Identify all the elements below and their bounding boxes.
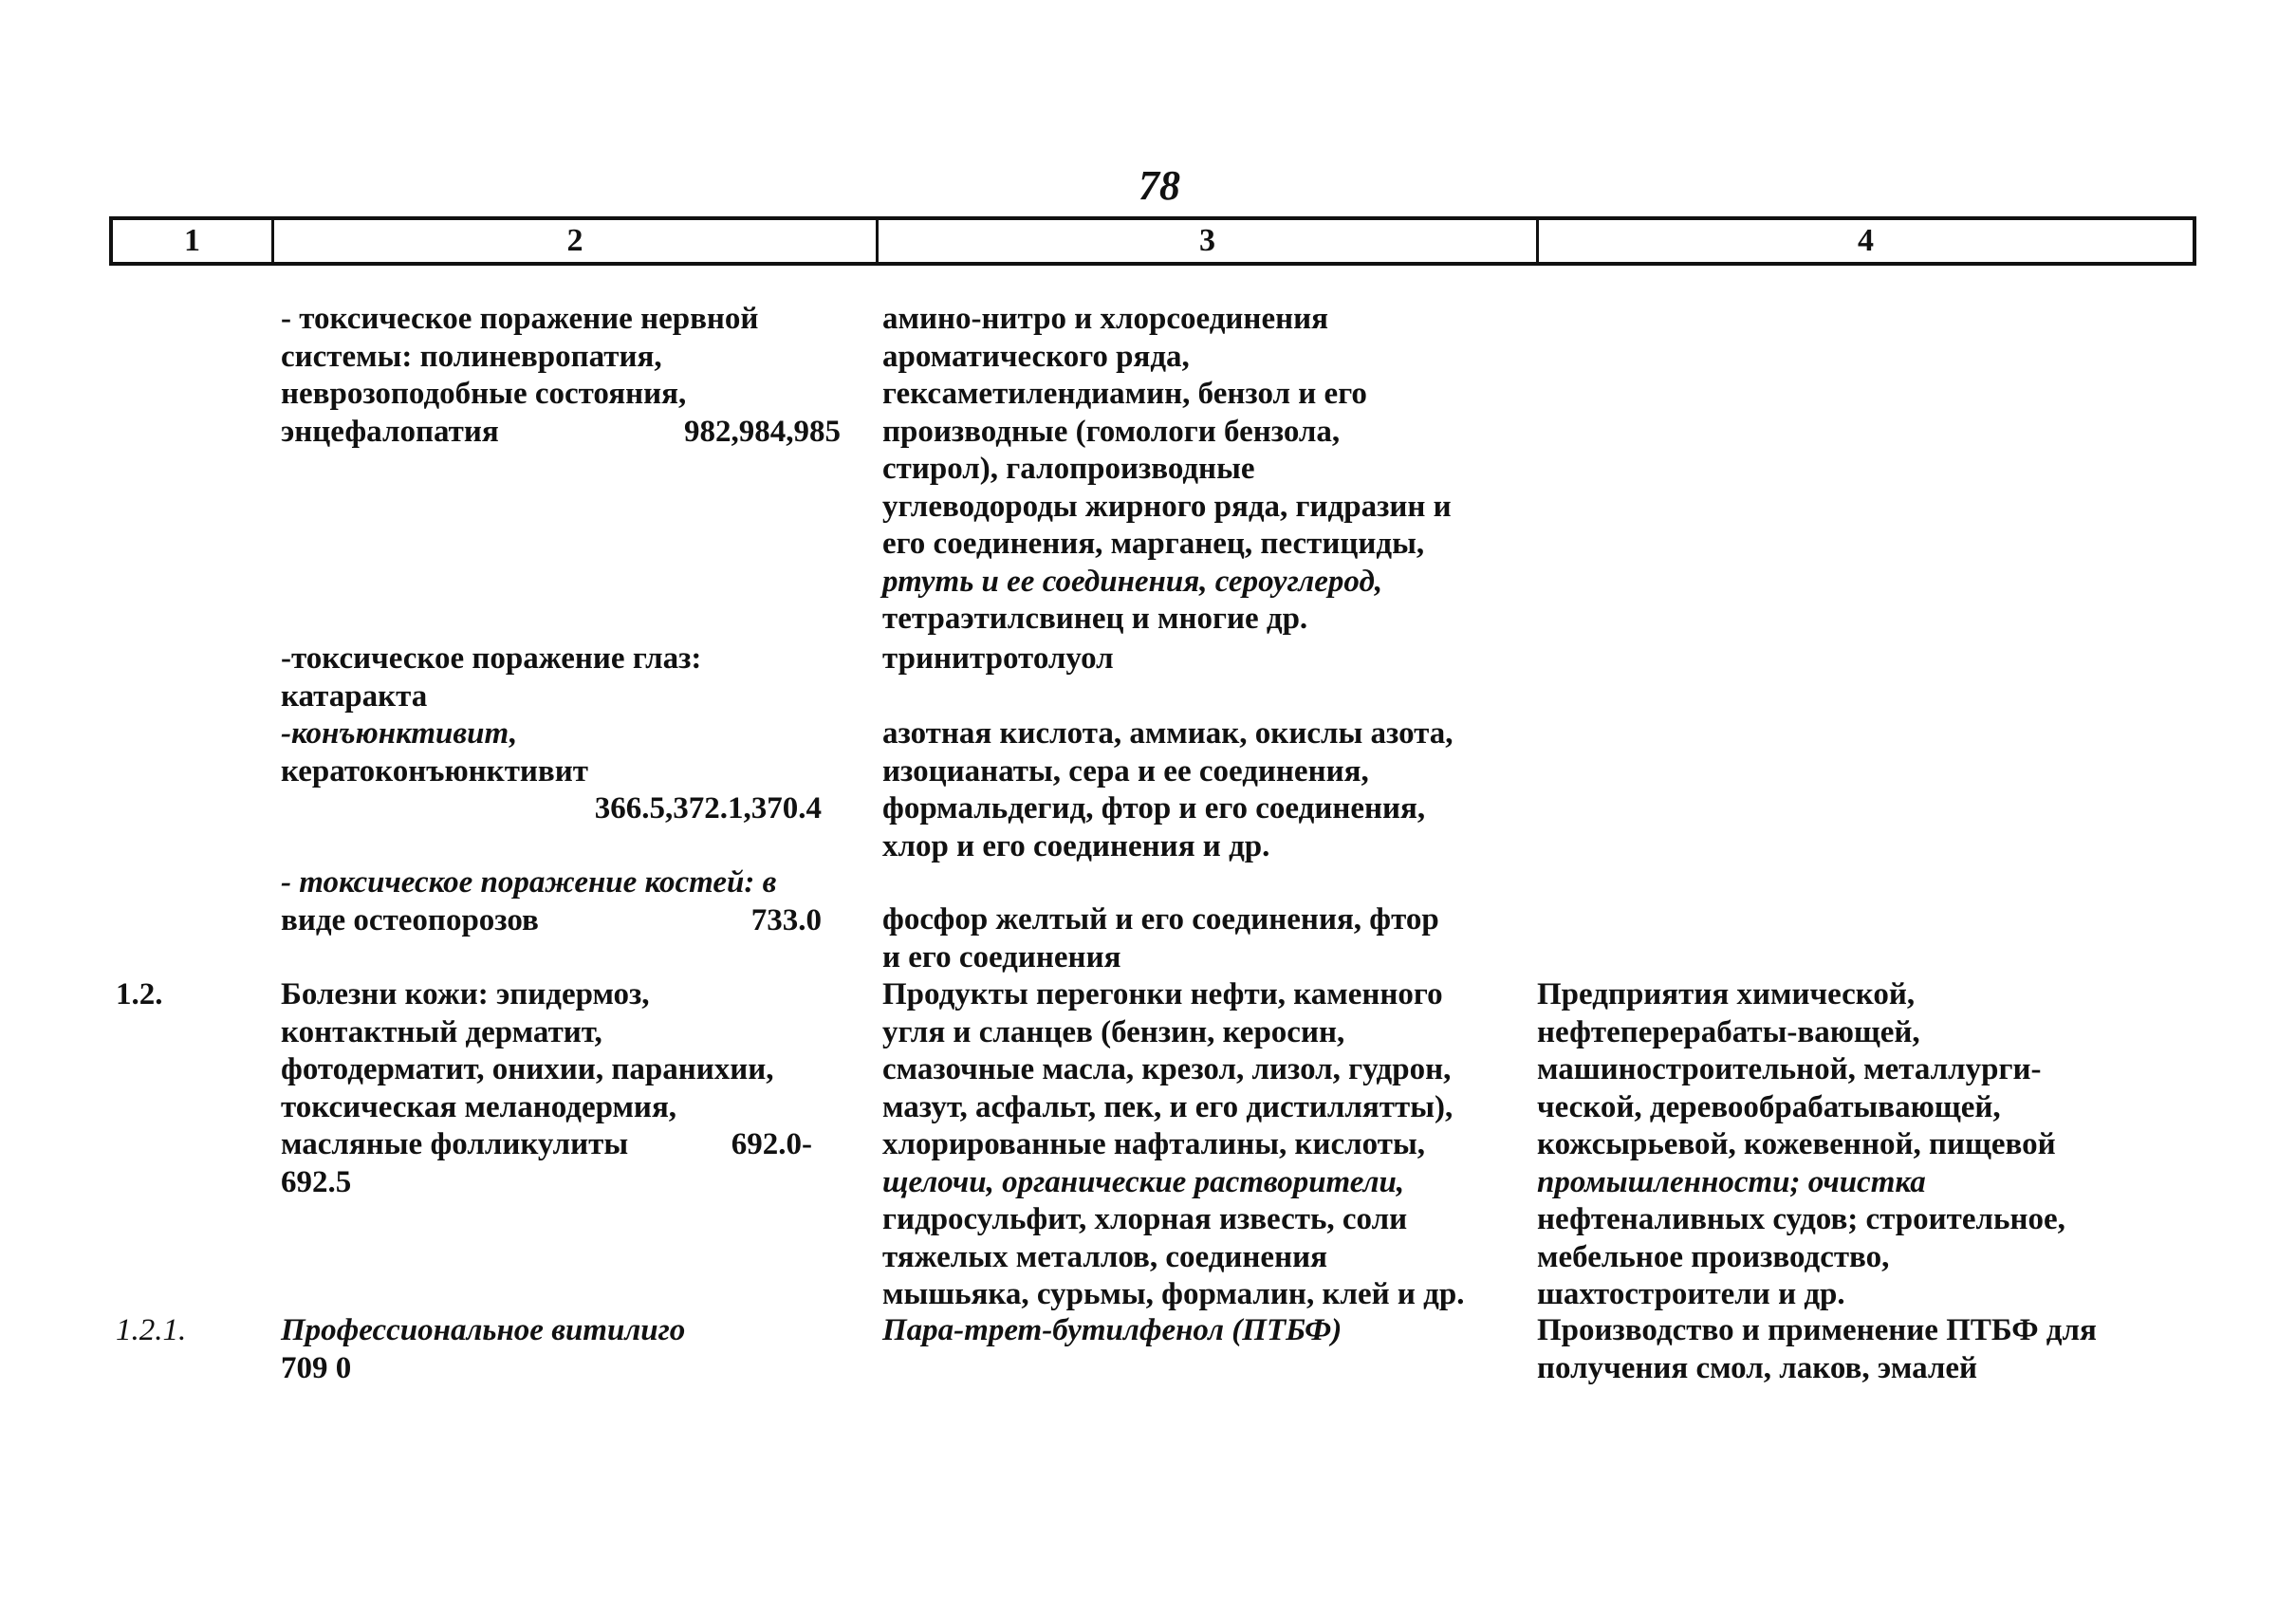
skin-agents-line: угля и сланцев (бензин, керосин, — [882, 1014, 1345, 1049]
skin-disease-cell — [281, 976, 812, 1201]
neuro-agents-line: углеводороды жирного ряда, гидразин и — [882, 489, 1452, 524]
bones-disease-line: - токсическое поражение костей: в — [281, 865, 777, 900]
bones-agents-line: и его соединения — [882, 939, 1121, 974]
skin-disease-line: токсическая меланодермия, — [281, 1089, 677, 1124]
vitiligo-disease-cell — [281, 1312, 841, 1387]
skin-agents-line: мазут, асфальт, пек, и его дистиллятты), — [882, 1089, 1454, 1124]
skin-agents-cell — [882, 976, 1464, 1314]
skin-industries-line: ческой, деревообрабатывающей, — [1537, 1089, 2001, 1124]
skin-industries-line: машиностроительной, металлурги- — [1537, 1052, 2042, 1086]
bones-disease-term: виде остеопорозов — [281, 902, 539, 937]
neuro-disease-cell — [281, 301, 841, 451]
skin-industries-line: кожсырьевой, кожевенной, пищевой — [1537, 1127, 2056, 1161]
bones-disease-code: 733.0 — [750, 902, 822, 937]
neuro-agents-line: амино-нитро и хлорсоединения — [882, 302, 1328, 336]
skin-industries-line: промышленности; очистка — [1537, 1164, 1926, 1199]
skin-disease-line — [281, 1126, 812, 1164]
skin-agents-line: щелочи, органические растворители, — [882, 1164, 1405, 1199]
skin-disease-code: 692.0- — [731, 1127, 812, 1161]
skin-industries-line: Предприятия химической, — [1537, 977, 1916, 1011]
neuro-agents-line: стирол), галопроизводные — [882, 452, 1255, 486]
skin-industries-line: мебельное производство, — [1537, 1239, 1890, 1274]
column-header-1: 1 — [113, 220, 274, 262]
conj-agents-cell — [882, 715, 1454, 865]
skin-agents-line: гидросульфит, хлорная известь, соли — [882, 1202, 1408, 1236]
bones-agents-cell — [882, 901, 1439, 976]
vitiligo-disease-code: 709 0 — [281, 1350, 352, 1385]
column-header-4: 4 — [1858, 223, 1874, 258]
skin-disease-code-cont: 692.5 — [281, 1164, 352, 1199]
vitiligo-industries-line: получения смол, лаков, эмалей — [1537, 1350, 1978, 1385]
bones-disease-line — [281, 902, 822, 940]
column-header-2: 2 — [274, 220, 879, 262]
vitiligo-row-number: 1.2.1. — [116, 1313, 187, 1347]
eyes-disease-line: катаракта — [281, 678, 428, 714]
column-header-row — [109, 216, 2196, 266]
skin-disease-line: контактный дерматит, — [281, 1014, 602, 1049]
conj-disease-code: 366.5,372.1,370.4 — [594, 791, 822, 826]
skin-agents-line: мышьяка, сурьмы, формалин, клей и др. — [882, 1277, 1465, 1311]
eyes-disease-cell — [281, 640, 841, 715]
vitiligo-agents-line: Пара-трет-бутилфенол (ПТБФ) — [882, 1313, 1342, 1347]
skin-agents-line: смазочные масла, крезол, лизол, гудрон, — [882, 1052, 1452, 1086]
conj-disease-line: -конъюнктивит, — [281, 716, 518, 751]
skin-disease-term: масляные фолликулиты — [281, 1127, 629, 1161]
neuro-agents-line: ароматического ряда, — [882, 339, 1190, 374]
skin-industries-cell — [1537, 976, 2065, 1314]
conj-agents-line: формальдегид, фтор и его соединения, — [882, 791, 1426, 826]
vitiligo-disease-line: Профессиональное витилиго — [281, 1313, 686, 1347]
eyes-disease-line: -токсическое поражение глаз: — [281, 641, 702, 676]
page-number: 78 — [1139, 162, 1180, 209]
conj-disease-cell — [281, 715, 841, 828]
neuro-disease-line: неврозоподобные состояния, — [281, 377, 687, 411]
conj-agents-line: хлор и его соединения и др. — [882, 828, 1270, 863]
vitiligo-industries-line: Производство и применение ПТБФ для — [1537, 1313, 2097, 1347]
skin-agents-line: тяжелых металлов, соединения — [882, 1239, 1327, 1274]
conj-disease-line: кератоконъюнктивит — [281, 753, 588, 788]
neuro-disease-term: энцефалопатия — [281, 414, 499, 449]
neuro-disease-line: системы: полиневропатия, — [281, 339, 662, 374]
bones-agents-line: фосфор желтый и его соединения, фтор — [882, 902, 1439, 937]
vitiligo-agents-cell — [882, 1312, 1342, 1350]
skin-industries-line: шахтостроители и др. — [1537, 1277, 1845, 1311]
skin-industries-line: нефтеперерабаты-вающей, — [1537, 1014, 1920, 1049]
bones-disease-cell — [281, 864, 822, 939]
skin-row-number: 1.2. — [116, 977, 163, 1011]
skin-industries-line: нефтеналивных судов; строительное, — [1537, 1202, 2065, 1236]
neuro-disease-line — [281, 414, 841, 452]
neuro-agents-line: ртуть и ее соединения, сероуглерод, — [882, 564, 1383, 599]
skin-agents-line: хлорированные нафталины, кислоты, — [882, 1127, 1425, 1161]
conj-agents-line: изоцианаты, сера и ее соединения, — [882, 753, 1369, 788]
neuro-disease-line: - токсическое поражение нервной — [281, 302, 759, 336]
skin-disease-line: фотодерматит, онихии, паранихии, — [281, 1052, 774, 1086]
neuro-agents-cell — [882, 301, 1452, 639]
neuro-agents-line: гексаметилендиамин, бензол и его — [882, 377, 1367, 411]
neuro-agents-line: его соединения, марганец, пестициды, — [882, 527, 1425, 561]
vitiligo-industries-cell — [1537, 1312, 2097, 1387]
neuro-agents-line: тетраэтилсвинец и многие др. — [882, 602, 1308, 636]
neuro-disease-code: 982,984,985 — [684, 414, 841, 449]
eyes-agents-cell — [882, 640, 1114, 678]
column-header-3: 3 — [879, 220, 1539, 262]
skin-disease-line: Болезни кожи: эпидермоз, — [281, 977, 650, 1011]
neuro-agents-line: производные (гомологи бензола, — [882, 414, 1341, 449]
eyes-agents-line: тринитротолуол — [882, 641, 1114, 676]
conj-agents-line: азотная кислота, аммиак, окислы азота, — [882, 716, 1454, 751]
skin-agents-line: Продукты перегонки нефти, каменного — [882, 977, 1443, 1011]
